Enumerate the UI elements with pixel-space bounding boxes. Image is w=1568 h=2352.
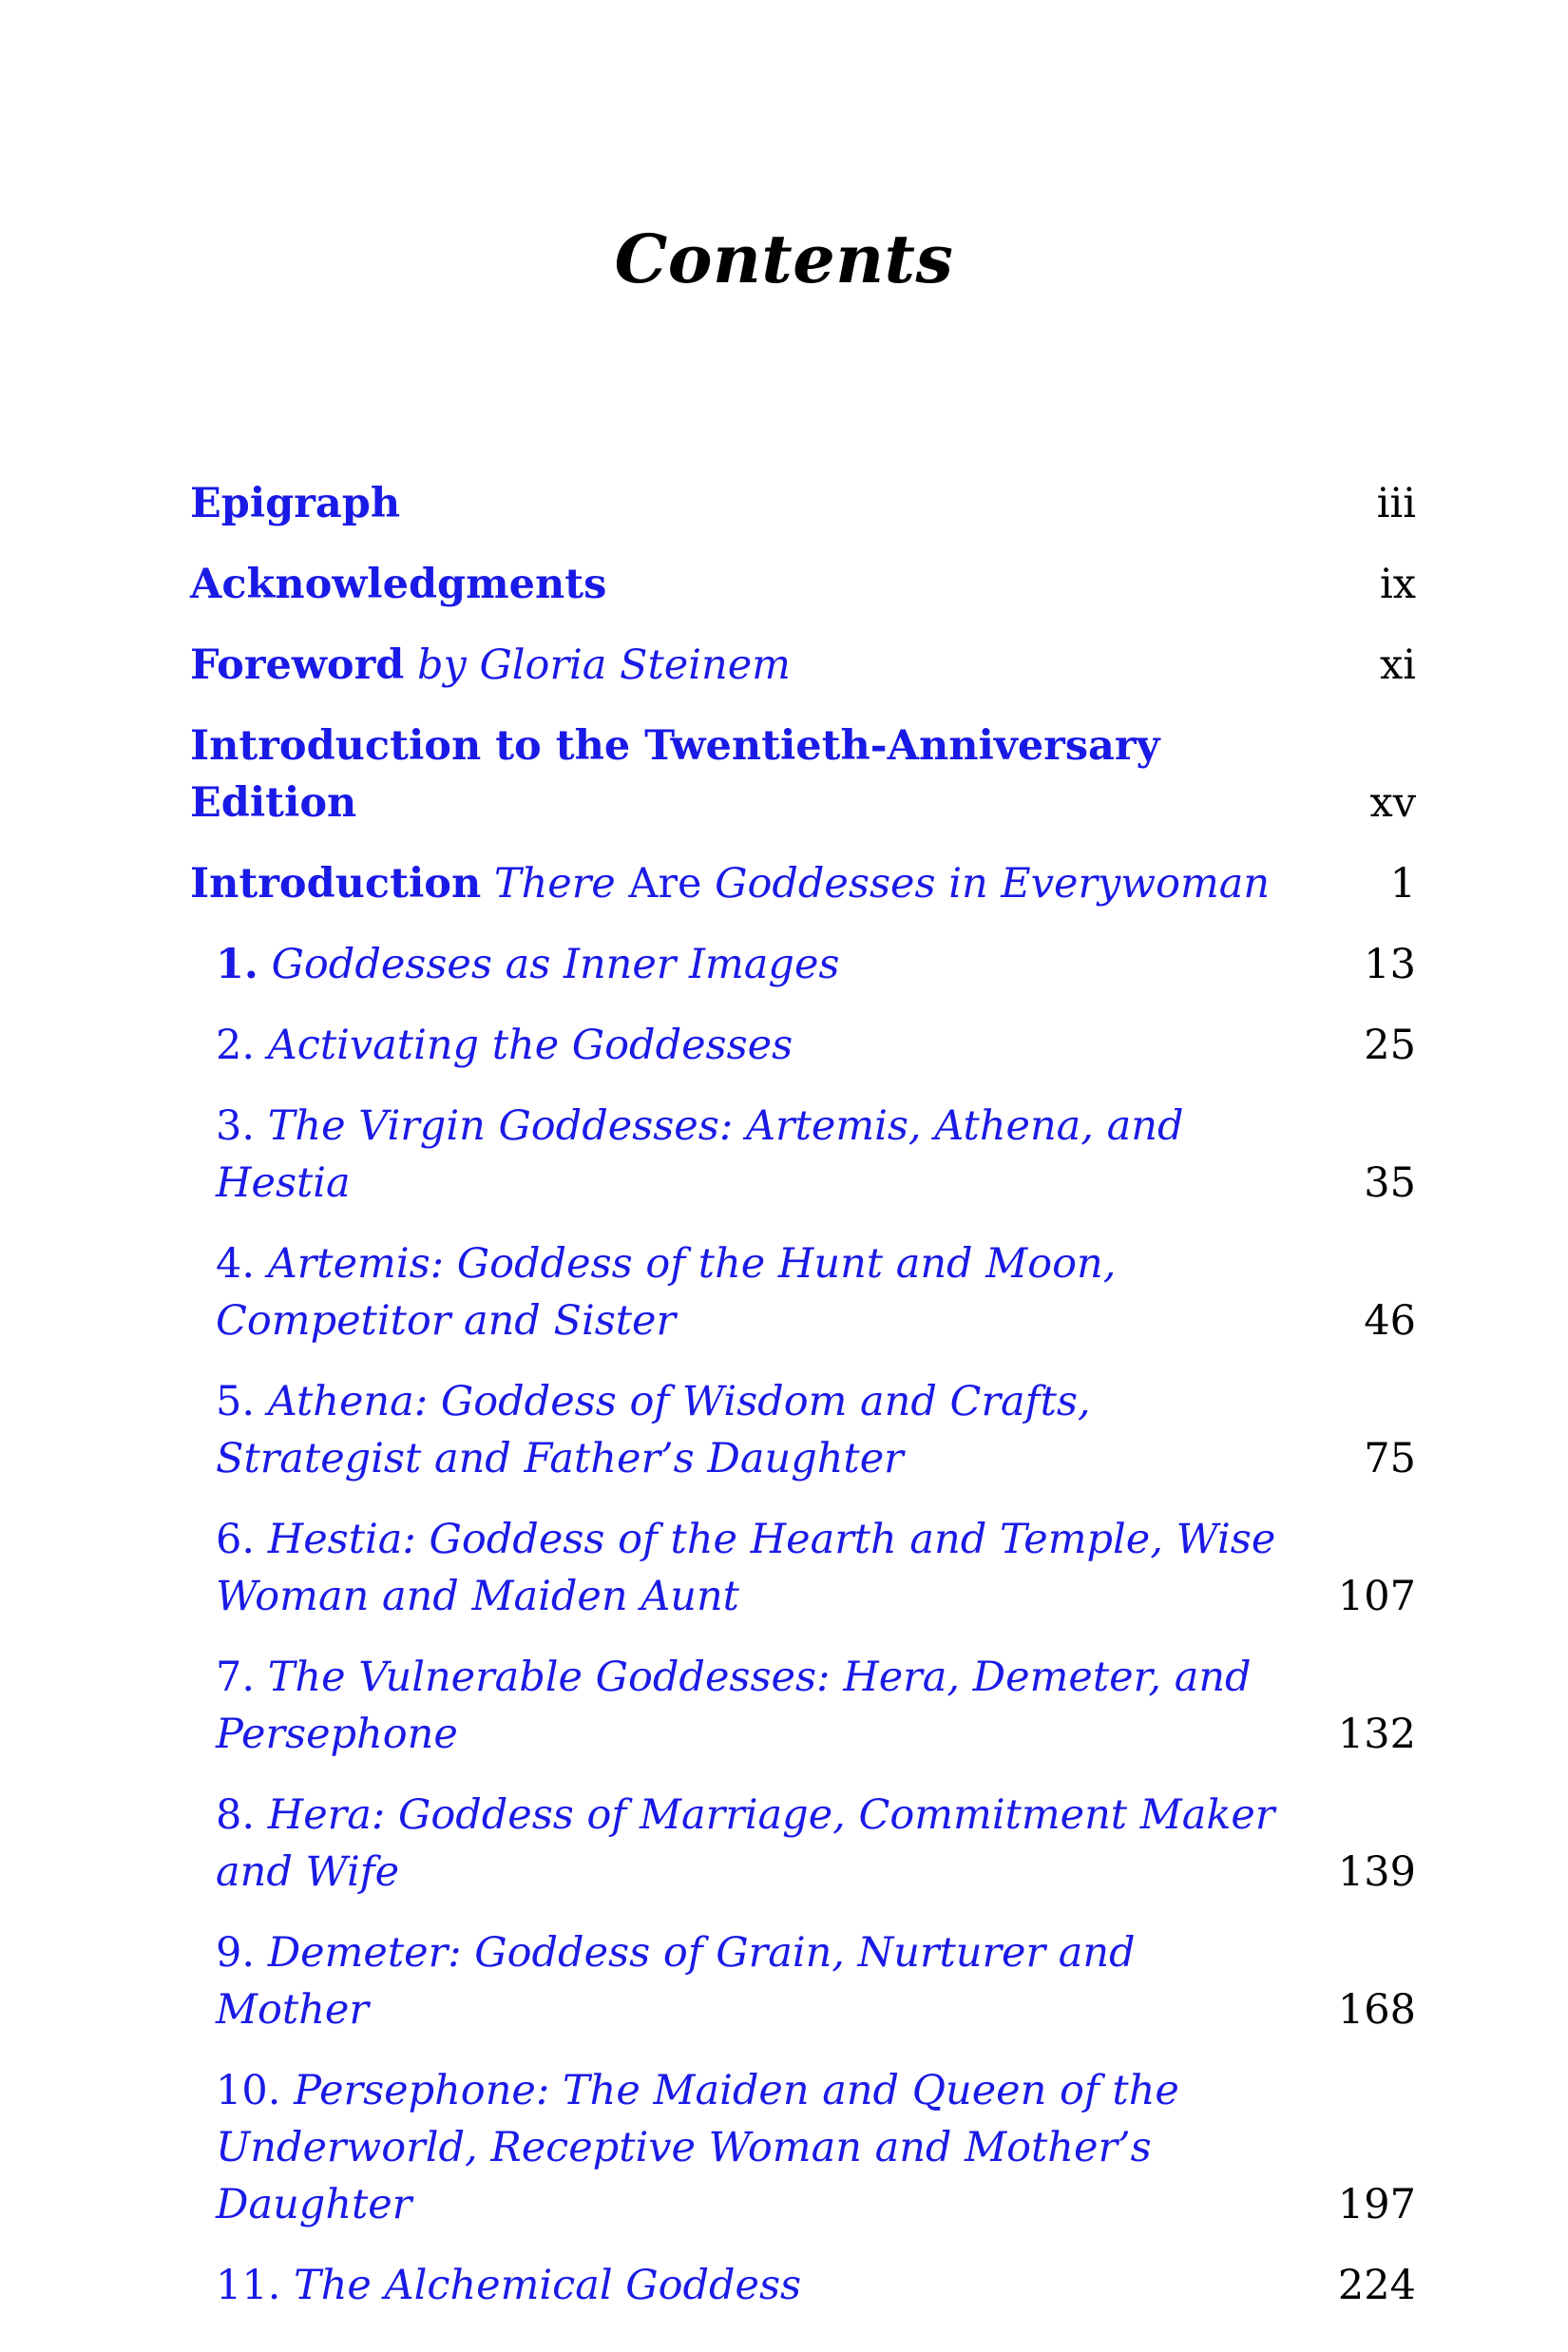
chapter-number: 9.	[216, 1929, 256, 1977]
toc-entry-chapter-1[interactable]	[190, 936, 1416, 993]
chapter-number: 11.	[216, 2262, 281, 2309]
toc-link[interactable]	[216, 936, 1416, 993]
toc-entry-byline: by Gloria Steinem	[416, 641, 791, 689]
toc-entry-label: Epigraph	[190, 480, 401, 527]
page-title: Contents	[614, 220, 954, 298]
toc-entry-chapter-9[interactable]	[190, 1924, 1416, 2038]
chapter-number: 8.	[216, 1791, 256, 1839]
page-number: xv	[1369, 779, 1416, 827]
chapter-title: Artemis: Goddess of the Hunt and Moon, Competitor and Sister	[216, 1240, 1117, 1345]
toc-link[interactable]	[216, 2062, 1416, 2233]
chapter-title: Persephone: The Maiden and Queen of the Underworld, Receptive Woman and Mother’s Daughter	[216, 2067, 1179, 2228]
chapter-title: Demeter: Goddess of Grain, Nurturer and Mother	[216, 1929, 1136, 2034]
toc-link[interactable]	[216, 1017, 1416, 1074]
chapter-number: 3.	[216, 1102, 256, 1150]
toc-link[interactable]	[216, 2257, 1416, 2314]
chapter-title: Activating the Goddesses	[267, 1022, 794, 1069]
toc-entry-introduction[interactable]	[190, 855, 1416, 912]
page-number: 132	[1337, 1711, 1416, 1758]
chapter-number: 2.	[216, 1022, 256, 1069]
chapter-title: The Vulnerable Goddesses: Hera, Demeter, and Persephone	[216, 1654, 1252, 1758]
toc-link[interactable]	[216, 1373, 1416, 1487]
page-number: 107	[1337, 1573, 1416, 1620]
chapter-number: 6.	[216, 1516, 256, 1563]
toc-entry-subtitle-part: There	[493, 860, 616, 908]
page-number: ix	[1379, 561, 1416, 608]
toc-link[interactable]	[216, 1511, 1416, 1625]
toc-entry-acknowledgments[interactable]	[190, 556, 1416, 613]
toc-link[interactable]	[216, 1649, 1416, 1763]
page-number: 75	[1364, 1435, 1416, 1482]
toc-entry-chapter-6[interactable]	[190, 1511, 1416, 1625]
toc-entry-chapter-5[interactable]	[190, 1373, 1416, 1487]
toc-entry-subtitle-part: Are	[628, 860, 702, 908]
toc-link[interactable]	[216, 1924, 1416, 2038]
toc-entry-chapter-10[interactable]	[190, 2062, 1416, 2233]
toc-entry-foreword[interactable]	[190, 637, 1416, 694]
chapter-number: 7.	[216, 1654, 256, 1701]
toc-entry-anniversary-introduction[interactable]	[190, 717, 1416, 832]
toc-entry-label: Foreword	[190, 641, 405, 689]
toc-link[interactable]	[190, 637, 1416, 694]
toc-link[interactable]	[190, 717, 1416, 832]
toc-link[interactable]	[190, 855, 1416, 912]
toc-link[interactable]	[216, 1098, 1416, 1212]
chapter-number: 5.	[216, 1378, 256, 1425]
chapter-number: 1.	[216, 941, 258, 988]
page-number: xi	[1379, 641, 1416, 689]
page-number: 224	[1337, 2262, 1416, 2309]
toc-entry-chapter-8[interactable]	[190, 1787, 1416, 1901]
chapter-title: Hestia: Goddess of the Hearth and Temple, Wise Woman and Maiden Aunt	[216, 1516, 1276, 1620]
toc-entry-subtitle-part: Goddesses in Everywoman	[715, 860, 1271, 908]
chapter-title: The Virgin Goddesses: Artemis, Athena, and Hestia	[216, 1102, 1184, 1207]
toc-entry-label: Introduction	[190, 860, 482, 908]
toc-link[interactable]	[190, 475, 1416, 532]
page-number: 46	[1364, 1297, 1416, 1345]
toc-entry-chapter-3[interactable]	[190, 1098, 1416, 1212]
toc-entry-epigraph[interactable]	[190, 475, 1416, 532]
toc-entry-chapter-4[interactable]	[190, 1235, 1416, 1349]
toc-link[interactable]	[190, 556, 1416, 613]
page-number: iii	[1376, 480, 1416, 527]
page-number: 25	[1364, 1022, 1416, 1069]
page-number: 13	[1364, 941, 1416, 988]
chapter-title: The Alchemical Goddess	[294, 2262, 802, 2309]
page-number: 197	[1337, 2181, 1416, 2228]
toc-entry-label: Introduction to the Twentieth-Anniversary Edition	[190, 722, 1160, 827]
page-number: 35	[1364, 1159, 1416, 1207]
toc-entry-label: Acknowledgments	[190, 561, 607, 608]
chapter-title: Goddesses as Inner Images	[271, 941, 840, 988]
chapter-title: Athena: Goddess of Wisdom and Crafts, Strategist and Father’s Daughter	[216, 1378, 1091, 1482]
toc-entry-chapter-7[interactable]	[190, 1649, 1416, 1763]
page-number: 1	[1389, 860, 1416, 908]
chapter-number: 4.	[216, 1240, 256, 1288]
toc-link[interactable]	[216, 1235, 1416, 1349]
chapter-title: Hera: Goddess of Marriage, Commitment Maker and Wife	[216, 1791, 1275, 1896]
page-number: 168	[1337, 1986, 1416, 2034]
chapter-number: 10.	[216, 2067, 281, 2114]
table-of-contents	[190, 475, 1416, 2338]
page-number: 139	[1337, 1848, 1416, 1896]
toc-entry-chapter-11[interactable]	[190, 2257, 1416, 2314]
toc-link[interactable]	[216, 1787, 1416, 1901]
toc-entry-chapter-2[interactable]	[190, 1017, 1416, 1074]
